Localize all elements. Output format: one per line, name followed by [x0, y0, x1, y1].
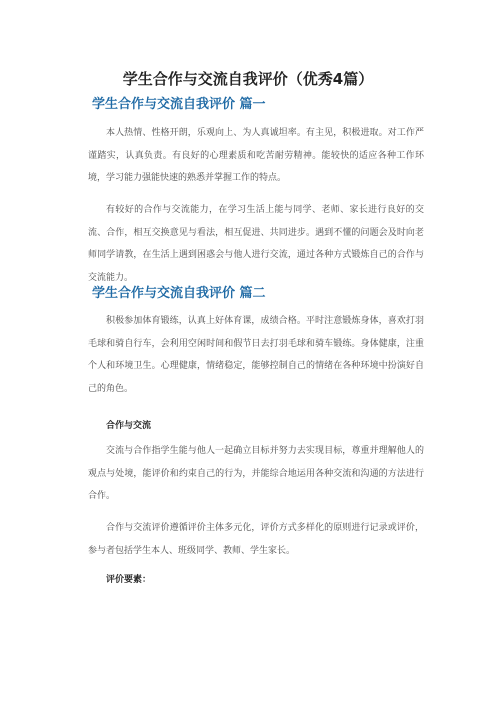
evaluation-elements-label: 评价要素： [106, 575, 152, 585]
section-heading-2: 学生合作与交流自我评价 篇二 [92, 286, 266, 301]
paragraph: 交流与合作指学生能与他人一起确立目标并努力去实现目标，尊重并理解他人的观点与处境，能评价和约束自己的行为，并能综合地运用各种交流和沟通的方法进行合作。 [88, 446, 424, 501]
paragraph: 合作与交流评价遵循评价主体多元化，评价方式多样化的原则进行记录或评价，参与者包括学生本人、班级同学、教师、学生家长。 [88, 523, 424, 556]
paragraph: 有较好的合作与交流能力，在学习生活上能与同学、老师、家长进行良好的交流、合作，相互交换意见与看法，相互促进、共同进步。遇到不懂的问题会及时向老师同学请教，在生活上遇到困惑会与他人进行交流，通过各种方式锻炼自己的合作与交流能力。 [88, 205, 424, 283]
paragraph: 积极参加体育锻练，认真上好体育课，成绩合格。平时注意锻炼身体，喜欢打羽毛球和骑自行车，会利用空闲时间和假节日去打羽毛球和骑车锻练。身体健康，注重个人和环境卫生。心理健康，情绪稳定，能够控制自己的情绪在各种环境中扮演好自己的角色。 [88, 316, 424, 394]
paragraph: 本人热情、性格开朗，乐观向上、为人真诚坦率。有主见，积极进取。对工作严谨踏实，认真负责。有良好的心理素质和吃苦耐劳精神。能较快的适应各种工作环境，学习能力强能快速的熟悉并掌握工作的特点。 [88, 128, 424, 183]
subheading: 合作与交流 [106, 421, 152, 431]
section-heading-1: 学生合作与交流自我评价 篇一 [92, 97, 266, 112]
document-title: 学生合作与交流自我评价（优秀4篇） [122, 70, 374, 88]
